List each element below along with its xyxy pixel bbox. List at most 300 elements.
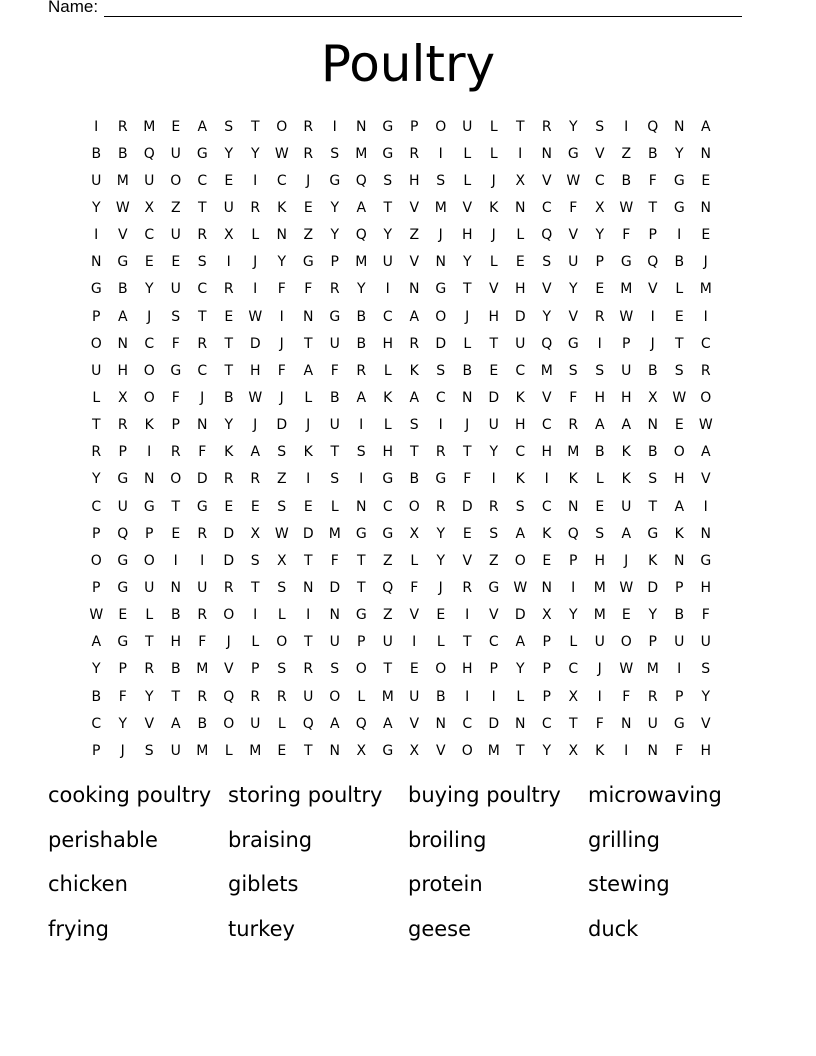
grid-letter: I — [597, 688, 602, 705]
grid-letter: R — [435, 444, 446, 461]
grid-letter: F — [277, 362, 286, 379]
grid-letter: B — [647, 145, 658, 162]
grid-letter: U — [144, 172, 155, 189]
grid-letter: P — [675, 688, 684, 705]
grid-letter: J — [597, 661, 602, 678]
grid-letter: I — [677, 661, 682, 678]
grid-letter: Q — [223, 688, 235, 705]
grid-letter: T — [303, 552, 313, 569]
grid-letter: N — [462, 389, 473, 406]
grid-letter: D — [196, 471, 208, 488]
grid-letter: U — [621, 362, 632, 379]
grid-letter: O — [435, 308, 447, 325]
grid-letter: Z — [276, 471, 287, 488]
grid-letter: D — [223, 525, 235, 542]
grid-letter: Y — [224, 417, 234, 434]
grid-letter: N — [409, 281, 420, 298]
grid-letter: E — [436, 607, 446, 624]
grid-letter: O — [276, 634, 288, 651]
grid-letter: R — [488, 498, 499, 515]
grid-letter: Y — [568, 281, 578, 298]
grid-letter: N — [329, 742, 340, 759]
grid-letter: A — [382, 715, 393, 732]
grid-row — [83, 656, 719, 683]
grid-letter: Q — [382, 579, 394, 596]
grid-letter: Y — [462, 254, 472, 271]
grid-letter: X — [647, 389, 658, 406]
grid-letter: U — [462, 118, 473, 135]
grid-letter: F — [622, 688, 631, 705]
grid-letter: I — [571, 579, 576, 596]
grid-letter: J — [306, 417, 311, 434]
grid-letter: I — [359, 417, 364, 434]
grid-letter: D — [302, 525, 314, 542]
grid-letter: A — [515, 525, 526, 542]
grid-letter: R — [435, 498, 446, 515]
grid-letter: Y — [568, 607, 578, 624]
grid-letter: I — [94, 118, 99, 135]
word-bank-item: geese — [408, 917, 472, 942]
grid-letter: E — [224, 498, 234, 515]
grid-letter: U — [568, 254, 579, 271]
grid-letter: C — [515, 362, 526, 379]
grid-letter: R — [276, 688, 287, 705]
grid-letter: N — [303, 308, 314, 325]
grid-letter: P — [410, 118, 419, 135]
grid-letter: G — [673, 172, 685, 189]
grid-letter: C — [568, 661, 579, 678]
grid-letter: L — [383, 417, 392, 434]
grid-letter: H — [249, 362, 261, 379]
grid-letter: L — [569, 634, 578, 651]
grid-letter: Y — [648, 607, 658, 624]
grid-letter: M — [381, 688, 394, 705]
grid-letter: V — [409, 715, 420, 732]
grid-letter: B — [647, 362, 658, 379]
grid-letter: I — [650, 308, 655, 325]
grid-letter: U — [170, 227, 181, 244]
grid-letter: T — [197, 308, 207, 325]
grid-letter: G — [435, 281, 447, 298]
grid-letter: J — [438, 579, 443, 596]
grid-letter: R — [197, 525, 208, 542]
grid-letter: T — [409, 444, 419, 461]
grid-letter: S — [224, 118, 234, 135]
word-bank-item: stewing — [588, 872, 670, 897]
grid-letter: H — [673, 471, 685, 488]
grid-letter: X — [409, 525, 420, 542]
grid-letter: Q — [647, 118, 659, 135]
grid-row — [83, 547, 719, 574]
grid-letter: O — [170, 172, 182, 189]
grid-letter: X — [541, 607, 552, 624]
grid-letter: V — [568, 308, 579, 325]
grid-letter: R — [170, 444, 181, 461]
grid-letter: F — [171, 335, 180, 352]
grid-letter: N — [568, 498, 579, 515]
grid-letter: B — [117, 281, 128, 298]
grid-letter: E — [224, 172, 234, 189]
grid-letter: E — [224, 308, 234, 325]
grid-letter: M — [196, 742, 209, 759]
grid-letter: I — [597, 335, 602, 352]
grid-letter: O — [276, 118, 288, 135]
grid-letter: T — [462, 444, 472, 461]
grid-letter: B — [91, 688, 102, 705]
grid-letter: Z — [409, 227, 420, 244]
grid-letter: I — [491, 471, 496, 488]
grid-letter: H — [594, 389, 606, 406]
grid-letter: M — [699, 281, 712, 298]
grid-letter: T — [515, 742, 525, 759]
grid-letter: I — [412, 634, 417, 651]
word-bank — [48, 776, 768, 955]
grid-letter: E — [171, 118, 181, 135]
grid-letter: G — [647, 525, 659, 542]
grid-letter: P — [330, 254, 339, 271]
grid-letter: S — [436, 172, 446, 189]
grid-letter: S — [250, 552, 260, 569]
grid-letter: P — [92, 742, 101, 759]
grid-letter: Y — [674, 145, 684, 162]
grid-letter: O — [700, 389, 712, 406]
grid-letter: A — [621, 417, 632, 434]
grid-letter: L — [463, 172, 472, 189]
grid-letter: P — [542, 634, 551, 651]
grid-letter: R — [356, 362, 367, 379]
grid-letter: W — [566, 172, 581, 189]
grid-letter: U — [382, 634, 393, 651]
grid-letter: I — [226, 254, 231, 271]
grid-letter: H — [461, 661, 473, 678]
grid-letter: G — [117, 471, 129, 488]
grid-letter: Y — [383, 227, 393, 244]
grid-letter: S — [144, 742, 154, 759]
grid-letter: R — [647, 688, 658, 705]
grid-letter: L — [330, 498, 339, 515]
grid-row — [83, 140, 719, 167]
grid-letter: E — [171, 525, 181, 542]
grid-letter: C — [541, 498, 552, 515]
grid-letter: M — [593, 607, 606, 624]
grid-letter: H — [408, 172, 420, 189]
grid-letter: S — [409, 417, 419, 434]
grid-letter: I — [306, 471, 311, 488]
grid-letter: U — [329, 634, 340, 651]
grid-letter: P — [92, 525, 101, 542]
grid-letter: U — [409, 688, 420, 705]
grid-letter: O — [355, 661, 367, 678]
grid-letter: J — [120, 742, 125, 759]
grid-letter: U — [223, 199, 234, 216]
grid-letter: P — [542, 661, 551, 678]
grid-letter: U — [250, 715, 261, 732]
grid-letter: L — [463, 145, 472, 162]
grid-letter: T — [383, 199, 393, 216]
grid-letter: V — [409, 254, 420, 271]
grid-letter: G — [302, 254, 314, 271]
grid-letter: J — [147, 308, 152, 325]
grid-row — [83, 574, 719, 601]
grid-letter: I — [306, 607, 311, 624]
grid-letter: W — [672, 389, 687, 406]
grid-letter: T — [197, 199, 207, 216]
grid-letter: R — [462, 579, 473, 596]
grid-letter: P — [489, 661, 498, 678]
grid-letter: V — [541, 281, 552, 298]
grid-letter: R — [91, 444, 102, 461]
grid-letter: Z — [382, 607, 393, 624]
grid-letter: G — [567, 145, 579, 162]
grid-letter: V — [435, 742, 446, 759]
grid-letter: B — [621, 172, 632, 189]
grid-letter: T — [383, 661, 393, 678]
grid-letter: P — [118, 661, 127, 678]
grid-letter: E — [621, 607, 631, 624]
grid-letter: F — [277, 281, 286, 298]
grid-letter: T — [171, 688, 181, 705]
grid-letter: R — [303, 118, 314, 135]
word-bank-item: frying — [48, 917, 109, 942]
grid-letter: J — [624, 552, 629, 569]
grid-letter: B — [435, 688, 446, 705]
grid-letter: O — [223, 715, 235, 732]
grid-letter: I — [253, 281, 258, 298]
grid-letter: B — [170, 607, 181, 624]
grid-letter: G — [567, 335, 579, 352]
grid-letter: V — [409, 607, 420, 624]
grid-letter: D — [514, 308, 526, 325]
grid-letter: H — [700, 742, 712, 759]
grid-row — [83, 384, 719, 411]
grid-letter: R — [700, 362, 711, 379]
grid-letter: Y — [568, 118, 578, 135]
grid-letter: R — [117, 118, 128, 135]
grid-letter: R — [303, 661, 314, 678]
grid-letter: A — [356, 199, 367, 216]
grid-letter: G — [117, 552, 129, 569]
grid-letter: B — [117, 145, 128, 162]
grid-letter: P — [542, 688, 551, 705]
grid-letter: C — [197, 172, 208, 189]
grid-letter: F — [198, 444, 207, 461]
grid-letter: R — [568, 417, 579, 434]
grid-letter: L — [436, 634, 445, 651]
grid-letter: Z — [382, 552, 393, 569]
grid-letter: K — [303, 444, 313, 461]
grid-letter: W — [619, 661, 634, 678]
grid-letter: S — [277, 444, 287, 461]
grid-letter: M — [593, 579, 606, 596]
grid-letter: L — [277, 607, 286, 624]
grid-letter: W — [619, 199, 634, 216]
grid-letter: Q — [143, 145, 155, 162]
grid-letter: S — [171, 308, 181, 325]
grid-letter: R — [250, 688, 261, 705]
grid-letter: E — [595, 498, 605, 515]
grid-letter: J — [306, 172, 311, 189]
grid-letter: B — [409, 471, 420, 488]
grid-letter: D — [223, 552, 235, 569]
grid-letter: I — [677, 227, 682, 244]
grid-letter: X — [594, 199, 605, 216]
grid-letter: R — [117, 417, 128, 434]
grid-letter: A — [515, 634, 526, 651]
grid-letter: T — [568, 715, 578, 732]
grid-letter: N — [674, 552, 685, 569]
grid-letter: M — [116, 172, 129, 189]
grid-letter: I — [438, 145, 443, 162]
grid-letter: U — [621, 498, 632, 515]
grid-letter: F — [595, 715, 604, 732]
grid-letter: V — [647, 281, 658, 298]
grid-letter: T — [330, 444, 340, 461]
grid-letter: H — [514, 417, 526, 434]
grid-letter: Y — [91, 661, 101, 678]
grid-letter: I — [147, 444, 152, 461]
grid-letter: U — [515, 335, 526, 352]
grid-letter: V — [594, 145, 605, 162]
grid-letter: L — [277, 715, 286, 732]
grid-letter: A — [674, 498, 685, 515]
grid-letter: N — [647, 742, 658, 759]
grid-letter: A — [303, 362, 314, 379]
grid-letter: U — [170, 281, 181, 298]
grid-letter: G — [196, 498, 208, 515]
grid-letter: J — [279, 335, 284, 352]
grid-letter: A — [117, 308, 128, 325]
grid-letter: T — [674, 335, 684, 352]
grid-letter: J — [253, 417, 258, 434]
grid-letter: T — [91, 417, 101, 434]
grid-letter: C — [91, 715, 102, 732]
grid-row — [83, 629, 719, 656]
grid-letter: J — [650, 335, 655, 352]
grid-letter: R — [594, 308, 605, 325]
grid-letter: E — [515, 254, 525, 271]
grid-letter: I — [624, 742, 629, 759]
grid-letter: C — [541, 715, 552, 732]
grid-letter: K — [568, 471, 578, 488]
grid-letter: R — [223, 579, 234, 596]
grid-letter: C — [197, 281, 208, 298]
grid-letter: P — [648, 634, 657, 651]
grid-letter: H — [700, 579, 712, 596]
grid-letter: W — [274, 525, 289, 542]
grid-letter: A — [329, 715, 340, 732]
grid-letter: R — [541, 118, 552, 135]
grid-letter: U — [488, 417, 499, 434]
grid-letter: N — [197, 417, 208, 434]
grid-letter: M — [620, 281, 633, 298]
grid-letter: U — [170, 742, 181, 759]
grid-letter: Q — [355, 227, 367, 244]
grid-letter: P — [118, 444, 127, 461]
grid-letter: I — [544, 471, 549, 488]
grid-letter: O — [408, 498, 420, 515]
grid-letter: I — [491, 688, 496, 705]
grid-letter: X — [515, 172, 526, 189]
grid-letter: C — [462, 715, 473, 732]
grid-letter: A — [700, 118, 711, 135]
grid-letter: S — [595, 118, 605, 135]
grid-row — [83, 520, 719, 547]
grid-letter: Z — [303, 227, 314, 244]
grid-letter: S — [277, 579, 287, 596]
grid-letter: G — [196, 145, 208, 162]
grid-letter: L — [251, 634, 260, 651]
grid-letter: D — [647, 579, 659, 596]
grid-letter: Q — [355, 715, 367, 732]
grid-letter: M — [249, 742, 262, 759]
grid-row — [83, 439, 719, 466]
grid-letter: Q — [541, 227, 553, 244]
grid-row — [83, 330, 719, 357]
grid-letter: G — [355, 607, 367, 624]
grid-letter: A — [197, 118, 208, 135]
grid-letter: Z — [621, 145, 632, 162]
letter-grid — [83, 113, 719, 764]
grid-letter: K — [515, 471, 525, 488]
grid-letter: V — [700, 715, 711, 732]
grid-letter: F — [622, 227, 631, 244]
grid-letter: G — [170, 362, 182, 379]
grid-letter: N — [541, 145, 552, 162]
grid-letter: I — [173, 552, 178, 569]
grid-letter: I — [200, 552, 205, 569]
grid-letter: H — [541, 444, 553, 461]
grid-letter: O — [435, 118, 447, 135]
grid-letter: V — [568, 227, 579, 244]
grid-letter: T — [224, 335, 234, 352]
word-bank-item: protein — [408, 872, 483, 897]
grid-letter: G — [382, 742, 394, 759]
grid-letter: X — [568, 742, 579, 759]
grid-letter: S — [330, 145, 340, 162]
grid-letter: P — [648, 227, 657, 244]
grid-letter: L — [489, 145, 498, 162]
grid-letter: Y — [224, 145, 234, 162]
grid-letter: Y — [118, 715, 128, 732]
grid-letter: U — [382, 254, 393, 271]
grid-letter: J — [200, 389, 205, 406]
grid-letter: A — [91, 634, 102, 651]
grid-letter: X — [568, 688, 579, 705]
grid-letter: O — [143, 362, 155, 379]
grid-letter: C — [541, 417, 552, 434]
grid-letter: X — [356, 742, 367, 759]
grid-letter: T — [648, 498, 658, 515]
grid-letter: Y — [91, 199, 101, 216]
grid-letter: E — [144, 254, 154, 271]
grid-letter: B — [462, 362, 473, 379]
grid-letter: U — [303, 688, 314, 705]
grid-letter: L — [595, 471, 604, 488]
grid-letter: Y — [595, 227, 605, 244]
grid-letter: P — [92, 308, 101, 325]
grid-letter: D — [329, 579, 341, 596]
grid-letter: Y — [436, 525, 446, 542]
grid-letter: G — [329, 172, 341, 189]
grid-letter: T — [144, 634, 154, 651]
grid-letter: J — [703, 254, 708, 271]
grid-letter: N — [435, 254, 446, 271]
grid-letter: P — [92, 579, 101, 596]
grid-letter: J — [438, 227, 443, 244]
grid-row — [83, 357, 719, 384]
grid-letter: K — [383, 389, 393, 406]
grid-letter: K — [409, 362, 419, 379]
